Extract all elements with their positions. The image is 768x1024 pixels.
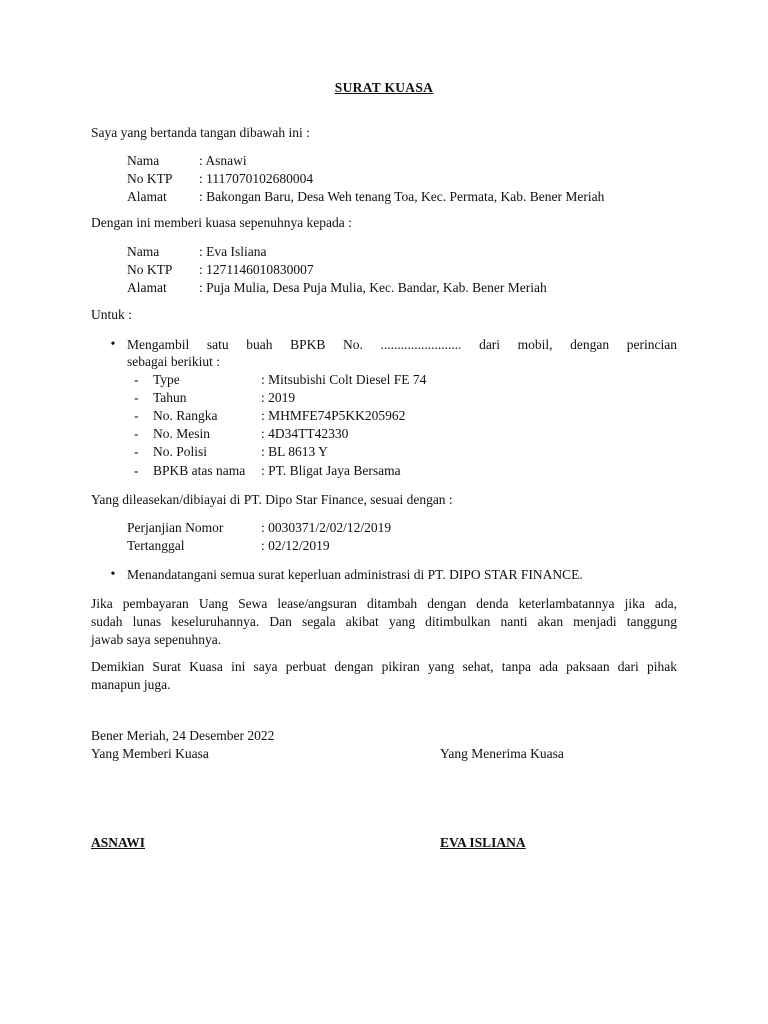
- para2-line2: manapun juga.: [91, 677, 171, 692]
- vehicle-row-year: [134, 389, 295, 407]
- field-value: : Mitsubishi Colt Diesel FE 74: [261, 372, 427, 387]
- receiver-row-name: [127, 243, 266, 261]
- field-value: : MHMFE74P5KK205962: [261, 408, 406, 423]
- point1-line1: Mengambil satu buah BPKB No. ........................ dari mobil, dengan perincian: [127, 337, 677, 352]
- place-date: Bener Meriah, 24 Desember 2022: [91, 728, 275, 743]
- field-label: Alamat: [127, 189, 167, 204]
- field-value: : PT. Bligat Jaya Bersama: [261, 463, 401, 478]
- point1-line2: sebagai berikiut :: [127, 354, 220, 369]
- field-value: : 0030371/2/02/12/2019: [261, 520, 392, 535]
- field-label: No. Polisi: [153, 444, 208, 459]
- field-label: No. Rangka: [153, 408, 218, 423]
- dash-marker: -: [134, 390, 139, 405]
- vehicle-row-plate: [134, 443, 328, 461]
- lease-intro-text: Yang dileasekan/dibiayai di PT. Dipo Star Finance, sesuai dengan :: [91, 492, 453, 507]
- vehicle-row-type: [134, 371, 426, 389]
- field-label: Alamat: [127, 280, 167, 295]
- giver-row-ktp: [127, 170, 313, 188]
- agreement-row-number: [127, 519, 391, 537]
- field-value: : 4D34TT42330: [261, 426, 349, 441]
- vehicle-row-owner: [134, 462, 401, 480]
- dash-marker: -: [134, 408, 139, 423]
- field-label: Nama: [127, 244, 160, 259]
- para1-line3: jawab saya sepenuhnya.: [91, 632, 222, 647]
- intro-text: Saya yang bertanda tangan dibawah ini :: [91, 125, 310, 140]
- field-label: BPKB atas nama: [153, 463, 246, 478]
- field-value: : Puja Mulia, Desa Puja Mulia, Kec. Bandar, Kab. Bener Meriah: [199, 280, 547, 295]
- field-label: Perjanjian Nomor: [127, 520, 224, 535]
- point2-text: Menandatangani semua surat keperluan administrasi di PT. DIPO STAR FINANCE.: [127, 567, 583, 582]
- bullet-icon: •: [110, 337, 116, 352]
- field-label: No KTP: [127, 262, 173, 277]
- field-value: : Eva Isliana: [199, 244, 267, 259]
- field-label: No KTP: [127, 171, 173, 186]
- field-value: : BL 8613 Y: [261, 444, 328, 459]
- field-value: : 2019: [261, 390, 296, 405]
- document-title: SURAT KUASA: [334, 80, 434, 95]
- receiver-row-ktp: [127, 261, 314, 279]
- para2-line1: Demikian Surat Kuasa ini saya perbuat dengan pikiran yang sehat, tanpa ada paksaan dari pihak: [91, 659, 677, 674]
- vehicle-row-engine: [134, 425, 348, 443]
- dash-marker: -: [134, 426, 139, 441]
- receiver-row-address: [127, 279, 547, 297]
- field-label: Nama: [127, 153, 160, 168]
- dash-marker: -: [134, 463, 139, 478]
- untuk-heading: Untuk :: [91, 307, 132, 322]
- field-label: No. Mesin: [153, 426, 210, 441]
- giver-signature-name: ASNAWI: [91, 835, 146, 850]
- field-value: : 02/12/2019: [261, 538, 330, 553]
- field-value: : Bakongan Baru, Desa Weh tenang Toa, Kec. Permata, Kab. Bener Meriah: [199, 189, 605, 204]
- vehicle-row-chassis: [134, 407, 405, 425]
- field-label: Tertanggal: [127, 538, 185, 553]
- field-value: : 1271146010830007: [199, 262, 314, 277]
- giver-row-address: [127, 188, 604, 206]
- para1-line2: sudah lunas keseluruhannya. Dan segala akibat yang ditimbulkan nanti akan menjadi tanggung: [91, 614, 677, 629]
- giver-signature-label: Yang Memberi Kuasa: [91, 746, 209, 761]
- field-value: : 1117070102680004: [199, 171, 314, 186]
- para1-line1: Jika pembayaran Uang Sewa lease/angsuran ditambah dengan denda keterlambatannya jika ada,: [91, 596, 677, 611]
- agreement-row-date: [127, 537, 330, 555]
- giver-row-name: [127, 152, 247, 170]
- field-label: Type: [153, 372, 180, 387]
- field-value: : Asnawi: [199, 153, 247, 168]
- receiver-signature-label: Yang Menerima Kuasa: [440, 746, 564, 761]
- dash-marker: -: [134, 372, 139, 387]
- field-label: Tahun: [153, 390, 187, 405]
- bullet-icon: •: [110, 567, 116, 582]
- dash-marker: -: [134, 444, 139, 459]
- receiver-signature-name: EVA ISLIANA: [440, 835, 526, 850]
- transition-text: Dengan ini memberi kuasa sepenuhnya kepada :: [91, 215, 352, 230]
